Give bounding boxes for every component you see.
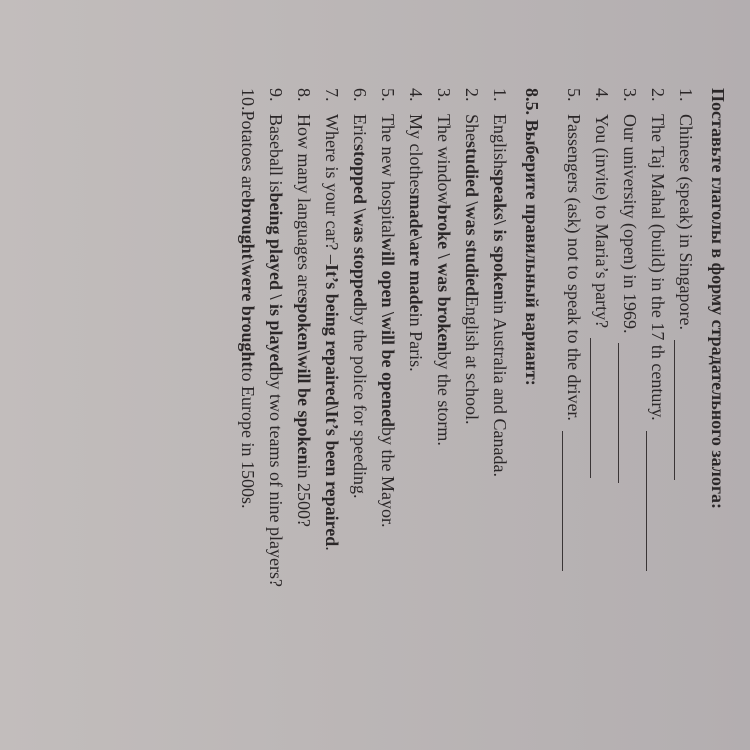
item-number: 4. — [406, 88, 426, 102]
answer-blank — [562, 431, 579, 571]
item-text-before: She — [462, 114, 482, 141]
item-choice: made\are made — [406, 194, 426, 313]
exercise-1-item — [674, 88, 702, 728]
item-text-after: by two teams of nine players? — [266, 371, 286, 587]
item-text-before: English — [490, 114, 510, 170]
exercise-1-item — [562, 88, 590, 728]
item-text-before: How many languages are — [294, 114, 314, 297]
exercise-1-item — [646, 88, 674, 728]
item-number: 8. — [294, 88, 314, 102]
exercise-1-list — [562, 88, 702, 728]
item-text-before: The new hospital — [378, 114, 398, 238]
item-text-before: Baseball is — [266, 114, 286, 193]
item-text-before: The window — [434, 114, 454, 205]
item-choice: It’s being repaired\It’s been repaired — [322, 263, 342, 547]
item-text: Our university (open) in 1969. — [620, 114, 640, 334]
item-choice: broke \ was broken — [434, 204, 454, 352]
item-text-after: to Europe in 1500s. — [238, 367, 258, 509]
item-text: You (invite) to Maria’s party? — [592, 114, 612, 329]
answer-blank — [674, 340, 691, 480]
item-number: 6. — [350, 88, 370, 102]
exercise-2-item — [292, 88, 320, 728]
answer-blank — [646, 431, 663, 571]
section-gap — [544, 88, 562, 728]
exercise-2-item — [432, 88, 460, 728]
item-number: 5. — [564, 88, 584, 102]
item-text-before: My clothes — [406, 114, 426, 195]
answer-blank — [590, 338, 607, 478]
item-number: 1. — [490, 88, 510, 102]
item-number: 1. — [676, 88, 696, 102]
item-number: 10. — [238, 88, 258, 111]
exercise-2-item — [460, 88, 488, 728]
exercise-2-item — [320, 88, 348, 728]
item-text-after: in Paris. — [406, 312, 426, 372]
item-text: Passengers (ask) not to speak to the driver. — [564, 114, 584, 421]
item-text-after: by the Mayor. — [378, 427, 398, 528]
item-choice: spoken\will be spoken — [294, 296, 314, 465]
item-number: 2. — [648, 88, 668, 102]
exercise-2-list — [236, 88, 516, 728]
item-number: 2. — [462, 88, 482, 102]
exercise-1-item — [618, 88, 646, 728]
item-number: 3. — [434, 88, 454, 102]
item-number: 7. — [322, 88, 342, 102]
item-choice: brought\were brought — [238, 197, 258, 368]
item-text-before: Potatoes are — [238, 110, 258, 198]
item-number: 4. — [592, 88, 612, 102]
exercise-2-item — [376, 88, 404, 728]
item-text-after: by the storm. — [434, 351, 454, 446]
item-choice: stopped \was stopped — [350, 143, 370, 308]
item-text-after: in 2500? — [294, 464, 314, 527]
item-text-before: Where is your car? – — [322, 114, 342, 264]
answer-blank — [618, 343, 635, 483]
item-number: 5. — [378, 88, 398, 102]
exercise-2-item — [404, 88, 432, 728]
item-text-after: English at school. — [462, 296, 482, 425]
item-number: 9. — [266, 88, 286, 102]
exercise-2-item — [264, 88, 292, 728]
item-text: The Taj Mahal (build) in the 17 th century. — [648, 114, 668, 421]
exercise-2-item — [348, 88, 376, 728]
item-text-after: . — [322, 546, 342, 551]
exercise-2-item — [488, 88, 516, 728]
item-text: Chinese (speak) in Singapore. — [676, 114, 696, 330]
item-text-after: by the police for speeding. — [350, 307, 370, 499]
item-text-before: Eric — [350, 114, 370, 144]
item-number: 3. — [620, 88, 640, 102]
item-choice: studied \was studied — [462, 141, 482, 297]
exercise-1-heading: Поставьте глаголы в форму страдательного залога: — [708, 88, 728, 510]
exercise-1-item — [590, 88, 618, 728]
item-choice: will open \will be opened — [378, 237, 398, 428]
item-choice: being played \ is played — [266, 192, 286, 372]
item-choice: speaks\ is spoken — [490, 169, 510, 301]
exercise-2-heading: 8.5. Выберите правильный вариант: — [522, 88, 542, 386]
exercise-2-item — [236, 88, 264, 728]
item-text-after: in Australia and Canada. — [490, 300, 510, 478]
worksheet-content — [20, 88, 730, 728]
